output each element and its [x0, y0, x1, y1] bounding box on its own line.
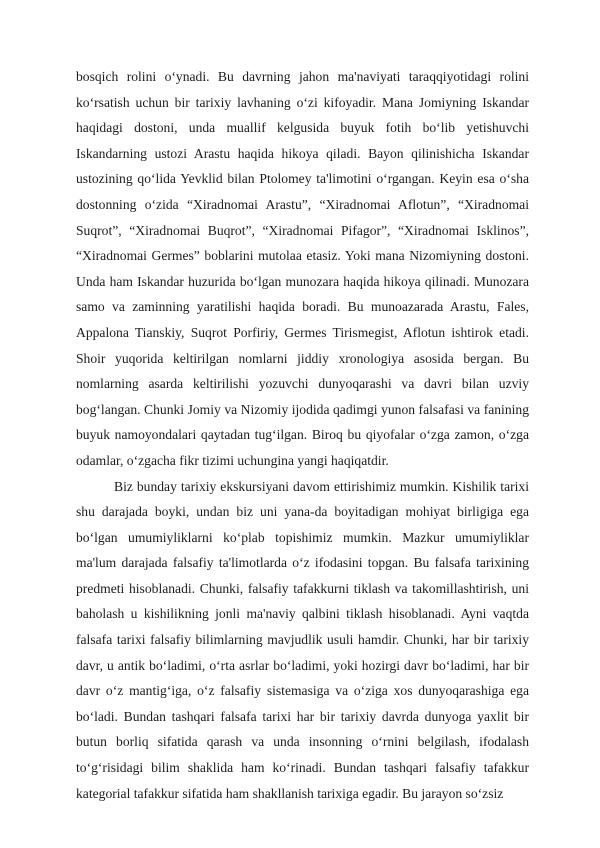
paragraph-continuation: bosqich rolini o‘ynadi. Bu davrning jahon ma'naviyati taraqqiyotidagi rolini ko‘rsatish uchun bir tarixiy lavhaning o‘zi kifoyadir. Mana Jomiyning Iskandar haqidagi dostoni, unda muallif kelgusida buyuk fotih bo‘lib yetishuvchi Iskandarning ustozi Arastu haqida hikoya qiladi. Bayon qilinishicha Iskandar ustozining qo‘lida Yevklid bilan Ptolomey ta'limotini o‘rgangan. Keyin esa o‘sha dostonning o‘zida “Xiradnomai Arastu”, “Xiradnomai Aflotun”, “Xiradnomai Suqrot”, “Xiradnomai Buqrot”, “Xiradnomai Pifagor”, “Xiradnomai Isklinos”, “Xiradnomai Germes” boblarini mutolaa etasiz. Yoki mana Nizomiyning dostoni. Unda ham Iskandar huzurida bo‘lgan munozara haqida hikoya qilinadi. Munozara samo va zaminning yaratilishi haqida boradi. Bu munoazarada Arastu, Fales, Appalona Tianskiy, Suqrot Porfiriy, Germes Tirismegist, Aflotun ishtirok etadi. Shoir yuqorida keltirilgan nomlarni jiddiy xronologiya asosida bergan. Bu nomlarning asarda keltirilishi yozuvchi dunyoqarashi va davri bilan uzviy bog‘langan. Chunki Jomiy va Nizomiy ijodida qadimgi yunon falsafasi va fanining buyuk namoyondalari qaytadan tug‘ilgan. Biroq bu qiyofalar o‘zga zamon, o‘zga odamlar, o‘zgacha fikr tizimi uchungina yangi haqiqatdir. — [76, 69, 529, 468]
document-page — [76, 64, 529, 806]
paragraph-body: Biz bunday tarixiy ekskursiyani davom ettirishimiz mumkin. Kishilik tarixi shu darajada boyki, undan biz uni yana-da boyitadigan mohiyat birligiga ega bo‘lgan umumiyliklarni ko‘plab topishimiz mumkin. Mazkur umumiyliklar ma'lum darajada falsafiy ta'limotlarda o‘z ifodasini topgan. Bu falsafa tarixining predmeti hisoblanadi. Chunki, falsafiy tafakkurni tiklash va takomillashtirish, uni baholash u kishilikning jonli ma'naviy qalbini tiklash hisoblanadi. Ayni vaqtda falsafa tarixi falsafiy bilimlarning mavjudlik usuli hamdir. Chunki, har bir tarixiy davr, u antik bo‘ladimi, o‘rta asrlar bo‘ladimi, yoki hozirgi davr bo‘ladimi, har bir davr o‘z mantig‘iga, o‘z falsafiy sistemasiga va o‘ziga xos dunyoqarashiga ega bo‘ladi. Bundan tashqari falsafa tarixi har bir tarixiy davrda dunyoga yaxlit bir butun borliq sifatida qarash va unda insonning o‘rnini belgilash, ifodalash to‘g‘risidagi bilim shaklida ham ko‘rinadi. Bundan tashqari falsafiy tafakkur kategorial tafakkur sifatida ham shakllanish tarixiga egadir. Bu jarayon so‘zsiz — [76, 478, 529, 801]
